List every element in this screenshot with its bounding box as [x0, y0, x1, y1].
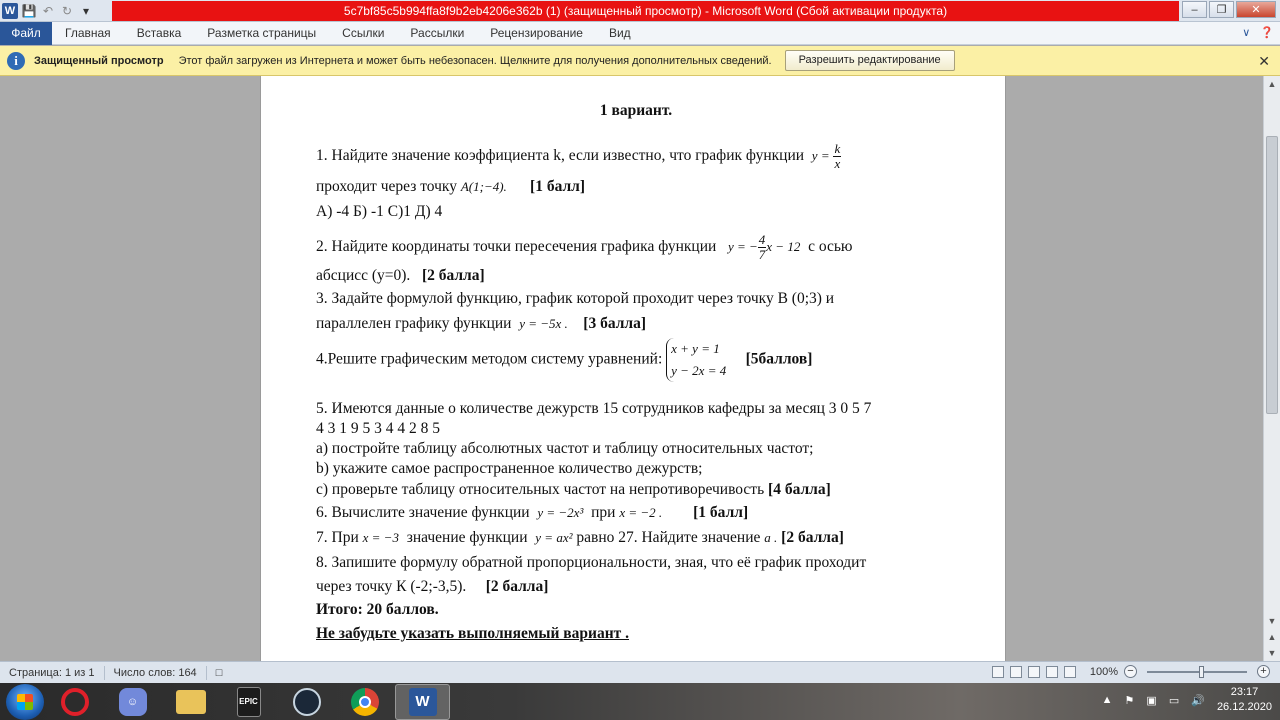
tab-review[interactable]: Рецензирование — [490, 25, 583, 40]
question-2-line-1: 2. Найдите координаты точки пересечения графика функции y = − $\frac{4}{7}$ x − 12 с осью — [316, 232, 853, 262]
redo-icon[interactable]: ↻ — [61, 4, 73, 18]
discord-icon: ☺ — [119, 688, 147, 716]
question-5-line-4: b) укажите самое распространенное количество дежурств; — [316, 460, 703, 477]
question-7: 7. При x = −3 значение функции y = ax² равно 27. Найдите значение a . [2 балла] — [316, 529, 844, 546]
next-page-icon[interactable]: ▼ — [1267, 648, 1277, 658]
question-8-line-1: 8. Запишите формулу обратной пропорциональности, зная, что её график проходит — [316, 554, 867, 571]
zoom-in-icon[interactable]: + — [1257, 665, 1270, 678]
taskbar-discord[interactable] — [105, 684, 160, 720]
monitor-icon[interactable]: ▭ — [1168, 694, 1180, 707]
volume-icon[interactable]: 🔊 — [1191, 694, 1205, 707]
taskbar-epic-games[interactable] — [221, 684, 276, 720]
document-page[interactable] — [260, 76, 1006, 661]
close-button[interactable]: ✕ — [1236, 1, 1276, 18]
tab-mailings[interactable]: Рассылки — [410, 25, 465, 40]
windows-logo-icon — [17, 694, 33, 710]
system-tray — [1102, 685, 1272, 715]
draft-icon[interactable] — [1064, 666, 1076, 678]
web-layout-icon[interactable] — [1028, 666, 1040, 678]
page-count[interactable]: Страница: 1 из 1 — [0, 666, 105, 680]
total-score: Итого: 20 баллов. — [316, 601, 439, 618]
question-5-line-5: c) проверьте таблицу относительных частот на непротиворечивость [4 балла] — [316, 481, 831, 498]
language-icon[interactable]: □ — [215, 666, 223, 679]
question-6: 6. Вычислите значение функции y = −2x³ при x = −2 . [1 балл] — [316, 504, 749, 521]
title-bar — [0, 0, 1280, 22]
zoom-level[interactable]: 100% — [1089, 665, 1118, 678]
taskbar-explorer[interactable] — [163, 684, 218, 720]
tab-view[interactable]: Вид — [608, 25, 631, 40]
minimize-button[interactable]: – — [1182, 1, 1207, 18]
question-3-line-1: 3. Задайте формулой функцию, график которой проходит через точку В (0;3) и — [316, 290, 835, 307]
zoom-slider[interactable] — [1147, 671, 1247, 673]
full-screen-reading-icon[interactable] — [1010, 666, 1022, 678]
maximize-button[interactable]: ❐ — [1209, 1, 1234, 18]
help-icon[interactable]: ❓ — [1260, 27, 1274, 39]
protected-view-bar — [0, 46, 1280, 76]
flag-icon[interactable]: ⚑ — [1124, 694, 1135, 707]
network-icon[interactable]: ▣ — [1146, 694, 1157, 707]
info-icon: i — [7, 52, 25, 70]
show-hidden-icons-icon[interactable]: ▲ — [1101, 694, 1113, 706]
window-title: 5c7bf85c5b994ffa8f9b2eb4206e362b (1) (защищенный просмотр) - Microsoft Word (Сбой активации продукта) — [112, 1, 1179, 21]
tab-home[interactable]: Главная — [65, 25, 111, 40]
quick-access-toolbar — [2, 2, 94, 20]
word-count[interactable]: Число слов: 164 — [105, 666, 207, 680]
variant-heading: 1 вариант. — [599, 102, 673, 119]
question-5-line-3: a) постройте таблицу абсолютных частот и таблицу относительных частот; — [316, 440, 814, 457]
taskbar-steam[interactable] — [279, 684, 334, 720]
clock-time: 23:17 — [1230, 686, 1259, 698]
fraction-4-over-7: $\frac{4}{7}$ — [758, 232, 766, 262]
taskbar-word[interactable] — [395, 684, 450, 720]
reminder-text: Не забудьте указать выполняемый вариант . — [316, 625, 630, 642]
chrome-icon — [351, 688, 379, 716]
save-icon[interactable]: 💾 — [21, 4, 37, 18]
print-layout-icon[interactable] — [992, 666, 1004, 678]
protected-view-title: Защищенный просмотр — [34, 54, 164, 67]
clock-date: 26.12.2020 — [1216, 701, 1272, 713]
zoom-out-icon[interactable]: − — [1124, 665, 1137, 678]
question-3-line-2: параллелен графику функции y = −5x . [3 балла] — [316, 315, 647, 332]
clock[interactable] — [1217, 685, 1272, 715]
question-1-options: А) -4 Б) -1 С)1 Д) 4 — [316, 203, 443, 220]
question-5-line-2: 4 3 1 9 5 3 4 4 2 8 5 — [316, 420, 440, 437]
scroll-up-icon[interactable]: ▲ — [1267, 79, 1277, 89]
word-icon: W — [409, 688, 437, 716]
question-4: 4.Решите графическим методом систему уравнений: x + y = 1 y − 2x = 4 [5баллов] — [316, 338, 812, 382]
enable-editing-button[interactable]: Разрешить редактирование — [785, 50, 955, 71]
taskbar — [0, 683, 1280, 720]
tab-page-layout[interactable]: Разметка страницы — [207, 25, 317, 40]
protected-view-message[interactable]: Этот файл загружен из Интернета и может быть небезопасен. Щелкните для получения дополнительных сведений. — [178, 54, 772, 67]
epic-games-icon: EPIC — [237, 687, 261, 717]
close-icon[interactable]: ✕ — [1258, 53, 1270, 69]
outline-icon[interactable] — [1046, 666, 1058, 678]
taskbar-opera[interactable] — [47, 684, 102, 720]
question-8-line-2: через точку К (-2;-3,5). [2 балла] — [316, 578, 549, 595]
tab-insert[interactable]: Вставка — [136, 25, 182, 40]
undo-icon[interactable]: ↶ — [42, 4, 54, 18]
word-app-icon[interactable]: W — [2, 3, 18, 19]
tab-references[interactable]: Ссылки — [342, 25, 385, 40]
taskbar-chrome[interactable] — [337, 684, 392, 720]
minimize-ribbon-icon[interactable]: ∨ — [1242, 27, 1251, 39]
status-bar — [0, 661, 1280, 683]
ribbon-tabs — [0, 22, 1280, 45]
scroll-down-icon[interactable]: ▼ — [1267, 616, 1277, 626]
customize-toolbar-icon[interactable]: ▾ — [82, 4, 90, 18]
zoom-slider-handle[interactable] — [1199, 666, 1204, 678]
tab-file[interactable]: Файл — [0, 22, 52, 45]
start-button[interactable] — [6, 684, 44, 720]
question-1-line-2: проходит через точку A(1;−4). [1 балл] — [316, 178, 586, 195]
previous-page-icon[interactable]: ▲ — [1267, 632, 1277, 642]
vertical-scrollbar[interactable] — [1263, 76, 1280, 661]
scroll-thumb[interactable] — [1266, 136, 1278, 414]
document-area — [0, 76, 1263, 661]
equation-system: x + y = 1 y − 2x = 4 — [666, 338, 726, 382]
question-2-line-2: абсцисс (y=0). [2 балла] — [316, 267, 485, 284]
folder-icon — [176, 690, 206, 714]
opera-icon — [61, 688, 89, 716]
question-1-line-1: 1. Найдите значение коэффициента k, если известно, что график функции y = $\frac{k}{x}$ — [316, 141, 841, 171]
steam-icon — [293, 688, 321, 716]
fraction-k-over-x: $\frac{k}{x}$ — [834, 141, 841, 171]
question-5-line-1: 5. Имеются данные о количестве дежурств 15 сотрудников кафедры за месяц 3 0 5 7 — [316, 400, 872, 417]
